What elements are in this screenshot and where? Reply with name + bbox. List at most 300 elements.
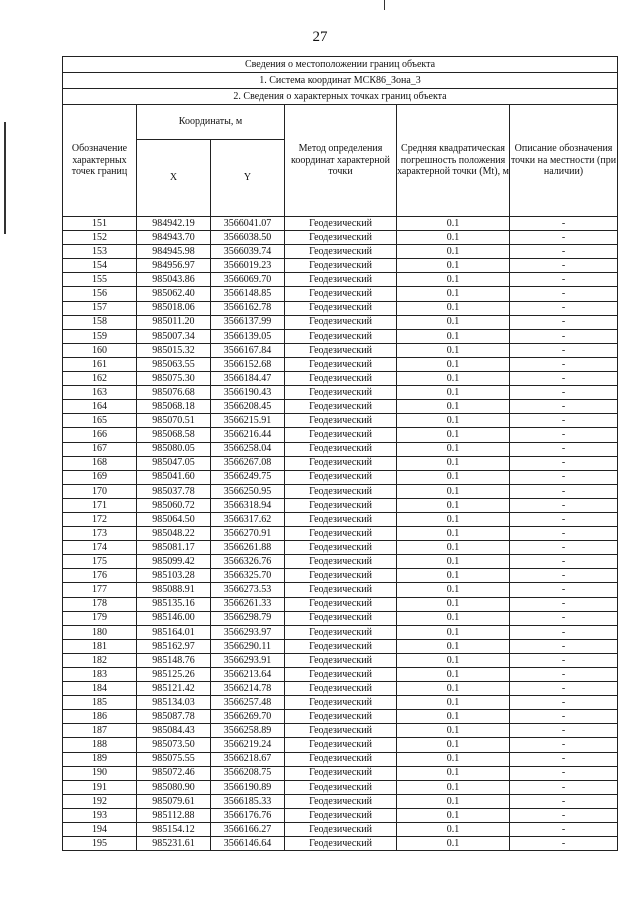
point-number-cell: 187 — [63, 724, 137, 738]
x-coordinate-cell: 985154.12 — [137, 823, 211, 837]
left-margin-mark — [4, 122, 6, 234]
y-coordinate-cell: 3566273.53 — [211, 583, 285, 597]
error-cell: 0.1 — [397, 512, 510, 526]
table-row — [63, 710, 618, 724]
point-number-cell: 189 — [63, 752, 137, 766]
point-number-cell: 192 — [63, 794, 137, 808]
description-cell: - — [510, 752, 618, 766]
x-coordinate-cell: 984956.97 — [137, 259, 211, 273]
point-number-cell: 168 — [63, 456, 137, 470]
method-cell: Геодезический — [285, 808, 397, 822]
point-number-cell: 151 — [63, 217, 137, 231]
point-number-cell: 176 — [63, 569, 137, 583]
method-cell: Геодезический — [285, 752, 397, 766]
method-cell: Геодезический — [285, 738, 397, 752]
method-cell: Геодезический — [285, 386, 397, 400]
description-cell: - — [510, 259, 618, 273]
x-coordinate-cell: 985164.01 — [137, 625, 211, 639]
error-cell: 0.1 — [397, 639, 510, 653]
table-row — [63, 625, 618, 639]
error-cell: 0.1 — [397, 498, 510, 512]
description-cell: - — [510, 442, 618, 456]
description-cell: - — [510, 569, 618, 583]
y-coordinate-cell: 3566208.75 — [211, 766, 285, 780]
y-coordinate-cell: 3566293.97 — [211, 625, 285, 639]
table-row — [63, 231, 618, 245]
header-error: Средняя квадратическая погрешность положения характерной точки (Mt), м — [397, 105, 510, 217]
description-cell: - — [510, 273, 618, 287]
error-cell: 0.1 — [397, 400, 510, 414]
description-cell: - — [510, 217, 618, 231]
table-row — [63, 766, 618, 780]
description-cell: - — [510, 245, 618, 259]
x-coordinate-cell: 985134.03 — [137, 696, 211, 710]
error-cell: 0.1 — [397, 386, 510, 400]
y-coordinate-cell: 3566139.05 — [211, 329, 285, 343]
description-cell: - — [510, 625, 618, 639]
error-cell: 0.1 — [397, 428, 510, 442]
point-number-cell: 180 — [63, 625, 137, 639]
x-coordinate-cell: 985079.61 — [137, 794, 211, 808]
description-cell: - — [510, 470, 618, 484]
point-number-cell: 175 — [63, 555, 137, 569]
description-cell: - — [510, 597, 618, 611]
description-cell: - — [510, 484, 618, 498]
y-coordinate-cell: 3566269.70 — [211, 710, 285, 724]
table-row — [63, 498, 618, 512]
y-coordinate-cell: 3566325.70 — [211, 569, 285, 583]
y-coordinate-cell: 3566190.43 — [211, 386, 285, 400]
point-number-cell: 171 — [63, 498, 137, 512]
method-cell: Геодезический — [285, 625, 397, 639]
description-cell: - — [510, 639, 618, 653]
x-coordinate-cell: 985070.51 — [137, 414, 211, 428]
point-number-cell: 177 — [63, 583, 137, 597]
y-coordinate-cell: 3566326.76 — [211, 555, 285, 569]
table-row — [63, 823, 618, 837]
error-cell: 0.1 — [397, 597, 510, 611]
error-cell: 0.1 — [397, 287, 510, 301]
point-number-cell: 152 — [63, 231, 137, 245]
error-cell: 0.1 — [397, 794, 510, 808]
error-cell: 0.1 — [397, 611, 510, 625]
description-cell: - — [510, 315, 618, 329]
x-coordinate-cell: 985231.61 — [137, 837, 211, 851]
description-cell: - — [510, 710, 618, 724]
table-row — [63, 414, 618, 428]
method-cell: Геодезический — [285, 555, 397, 569]
y-coordinate-cell: 3566258.04 — [211, 442, 285, 456]
y-coordinate-cell: 3566208.45 — [211, 400, 285, 414]
point-number-cell: 160 — [63, 343, 137, 357]
y-coordinate-cell: 3566318.94 — [211, 498, 285, 512]
description-cell: - — [510, 682, 618, 696]
error-cell: 0.1 — [397, 808, 510, 822]
description-cell: - — [510, 498, 618, 512]
method-cell: Геодезический — [285, 639, 397, 653]
description-cell: - — [510, 287, 618, 301]
y-coordinate-cell: 3566137.99 — [211, 315, 285, 329]
x-coordinate-cell: 985121.42 — [137, 682, 211, 696]
table-row — [63, 597, 618, 611]
error-cell: 0.1 — [397, 780, 510, 794]
table-row — [63, 301, 618, 315]
point-number-cell: 179 — [63, 611, 137, 625]
y-coordinate-cell: 3566258.89 — [211, 724, 285, 738]
description-cell: - — [510, 766, 618, 780]
error-cell: 0.1 — [397, 653, 510, 667]
table-row — [63, 372, 618, 386]
error-cell: 0.1 — [397, 273, 510, 287]
header-description: Описание обозначения точки на местности (при наличии) — [510, 105, 618, 217]
y-coordinate-cell: 3566267.08 — [211, 456, 285, 470]
description-cell: - — [510, 653, 618, 667]
table-row — [63, 682, 618, 696]
x-coordinate-cell: 985060.72 — [137, 498, 211, 512]
table-row — [63, 329, 618, 343]
description-cell: - — [510, 329, 618, 343]
method-cell: Геодезический — [285, 484, 397, 498]
x-coordinate-cell: 985076.68 — [137, 386, 211, 400]
y-coordinate-cell: 3566250.95 — [211, 484, 285, 498]
method-cell: Геодезический — [285, 217, 397, 231]
x-coordinate-cell: 985162.97 — [137, 639, 211, 653]
x-coordinate-cell: 985112.88 — [137, 808, 211, 822]
error-cell: 0.1 — [397, 724, 510, 738]
table-row — [63, 527, 618, 541]
point-number-cell: 165 — [63, 414, 137, 428]
point-number-cell: 166 — [63, 428, 137, 442]
y-coordinate-cell: 3566215.91 — [211, 414, 285, 428]
description-cell: - — [510, 231, 618, 245]
table-row — [63, 837, 618, 851]
table-row — [63, 541, 618, 555]
table-row — [63, 724, 618, 738]
y-coordinate-cell: 3566184.47 — [211, 372, 285, 386]
x-coordinate-cell: 984942.19 — [137, 217, 211, 231]
y-coordinate-cell: 3566317.62 — [211, 512, 285, 526]
point-number-cell: 158 — [63, 315, 137, 329]
description-cell: - — [510, 400, 618, 414]
section-title: 2. Сведения о характерных точках границ объекта — [63, 89, 618, 105]
header-point: Обозначение характерных точек границ — [63, 105, 137, 217]
description-cell: - — [510, 738, 618, 752]
description-cell: - — [510, 808, 618, 822]
y-coordinate-cell: 3566249.75 — [211, 470, 285, 484]
x-coordinate-cell: 985088.91 — [137, 583, 211, 597]
description-cell: - — [510, 456, 618, 470]
method-cell: Геодезический — [285, 470, 397, 484]
header-method: Метод определения координат характерной точки — [285, 105, 397, 217]
top-margin-mark — [384, 0, 385, 10]
method-cell: Геодезический — [285, 231, 397, 245]
description-cell: - — [510, 668, 618, 682]
point-number-cell: 182 — [63, 653, 137, 667]
x-coordinate-cell: 985064.50 — [137, 512, 211, 526]
boundary-points-table — [62, 56, 618, 851]
method-cell: Геодезический — [285, 823, 397, 837]
method-cell: Геодезический — [285, 343, 397, 357]
method-cell: Геодезический — [285, 837, 397, 851]
y-coordinate-cell: 3566019.23 — [211, 259, 285, 273]
point-number-cell: 155 — [63, 273, 137, 287]
error-cell: 0.1 — [397, 527, 510, 541]
table-row — [63, 780, 618, 794]
error-cell: 0.1 — [397, 484, 510, 498]
x-coordinate-cell: 985062.40 — [137, 287, 211, 301]
method-cell: Геодезический — [285, 527, 397, 541]
y-coordinate-cell: 3566216.44 — [211, 428, 285, 442]
x-coordinate-cell: 985015.32 — [137, 343, 211, 357]
point-number-cell: 172 — [63, 512, 137, 526]
method-cell: Геодезический — [285, 597, 397, 611]
x-coordinate-cell: 985099.42 — [137, 555, 211, 569]
x-coordinate-cell: 985148.76 — [137, 653, 211, 667]
method-cell: Геодезический — [285, 498, 397, 512]
table-row — [63, 653, 618, 667]
table-row — [63, 357, 618, 371]
description-cell: - — [510, 343, 618, 357]
y-coordinate-cell: 3566257.48 — [211, 696, 285, 710]
description-cell: - — [510, 583, 618, 597]
point-number-cell: 178 — [63, 597, 137, 611]
y-coordinate-cell: 3566219.24 — [211, 738, 285, 752]
x-coordinate-cell: 985084.43 — [137, 724, 211, 738]
point-number-cell: 167 — [63, 442, 137, 456]
x-coordinate-cell: 984943.70 — [137, 231, 211, 245]
y-coordinate-cell: 3566039.74 — [211, 245, 285, 259]
x-coordinate-cell: 985011.20 — [137, 315, 211, 329]
method-cell: Геодезический — [285, 512, 397, 526]
x-coordinate-cell: 985073.50 — [137, 738, 211, 752]
x-coordinate-cell: 985072.46 — [137, 766, 211, 780]
table-row — [63, 343, 618, 357]
x-coordinate-cell: 985063.55 — [137, 357, 211, 371]
table-row — [63, 512, 618, 526]
method-cell: Геодезический — [285, 442, 397, 456]
x-coordinate-cell: 985135.16 — [137, 597, 211, 611]
table-row — [63, 611, 618, 625]
table-row — [63, 386, 618, 400]
method-cell: Геодезический — [285, 329, 397, 343]
method-cell: Геодезический — [285, 724, 397, 738]
y-coordinate-cell: 3566213.64 — [211, 668, 285, 682]
method-cell: Геодезический — [285, 414, 397, 428]
description-cell: - — [510, 414, 618, 428]
error-cell: 0.1 — [397, 583, 510, 597]
table-row — [63, 400, 618, 414]
table-row — [63, 259, 618, 273]
method-cell: Геодезический — [285, 428, 397, 442]
y-coordinate-cell: 3566298.79 — [211, 611, 285, 625]
table-row — [63, 738, 618, 752]
method-cell: Геодезический — [285, 259, 397, 273]
y-coordinate-cell: 3566162.78 — [211, 301, 285, 315]
error-cell: 0.1 — [397, 837, 510, 851]
description-cell: - — [510, 301, 618, 315]
point-number-cell: 191 — [63, 780, 137, 794]
table-row — [63, 696, 618, 710]
table-row — [63, 442, 618, 456]
x-coordinate-cell: 985068.58 — [137, 428, 211, 442]
description-cell: - — [510, 372, 618, 386]
point-number-cell: 154 — [63, 259, 137, 273]
point-number-cell: 163 — [63, 386, 137, 400]
table-row — [63, 794, 618, 808]
error-cell: 0.1 — [397, 315, 510, 329]
error-cell: 0.1 — [397, 357, 510, 371]
point-number-cell: 195 — [63, 837, 137, 851]
point-number-cell: 153 — [63, 245, 137, 259]
x-coordinate-cell: 985103.28 — [137, 569, 211, 583]
page-number: 27 — [312, 29, 328, 45]
method-cell: Геодезический — [285, 653, 397, 667]
point-number-cell: 190 — [63, 766, 137, 780]
x-coordinate-cell: 985080.05 — [137, 442, 211, 456]
y-coordinate-cell: 3566261.88 — [211, 541, 285, 555]
header-x: X — [137, 140, 211, 217]
description-cell: - — [510, 837, 618, 851]
error-cell: 0.1 — [397, 259, 510, 273]
point-number-cell: 174 — [63, 541, 137, 555]
table-row — [63, 668, 618, 682]
method-cell: Геодезический — [285, 611, 397, 625]
description-cell: - — [510, 724, 618, 738]
table-row — [63, 217, 618, 231]
header-y: Y — [211, 140, 285, 217]
error-cell: 0.1 — [397, 470, 510, 484]
method-cell: Геодезический — [285, 766, 397, 780]
point-number-cell: 186 — [63, 710, 137, 724]
error-cell: 0.1 — [397, 696, 510, 710]
point-number-cell: 181 — [63, 639, 137, 653]
table-row — [63, 484, 618, 498]
point-number-cell: 193 — [63, 808, 137, 822]
y-coordinate-cell: 3566146.64 — [211, 837, 285, 851]
point-number-cell: 162 — [63, 372, 137, 386]
x-coordinate-cell: 985125.26 — [137, 668, 211, 682]
x-coordinate-cell: 985043.86 — [137, 273, 211, 287]
y-coordinate-cell: 3566214.78 — [211, 682, 285, 696]
description-cell: - — [510, 555, 618, 569]
method-cell: Геодезический — [285, 372, 397, 386]
table-row — [63, 245, 618, 259]
error-cell: 0.1 — [397, 372, 510, 386]
y-coordinate-cell: 3566041.07 — [211, 217, 285, 231]
y-coordinate-cell: 3566176.76 — [211, 808, 285, 822]
method-cell: Геодезический — [285, 273, 397, 287]
method-cell: Геодезический — [285, 583, 397, 597]
description-cell: - — [510, 527, 618, 541]
table-row — [63, 470, 618, 484]
table-row — [63, 428, 618, 442]
method-cell: Геодезический — [285, 245, 397, 259]
table-row — [63, 273, 618, 287]
method-cell: Геодезический — [285, 569, 397, 583]
error-cell: 0.1 — [397, 710, 510, 724]
error-cell: 0.1 — [397, 217, 510, 231]
x-coordinate-cell: 985018.06 — [137, 301, 211, 315]
error-cell: 0.1 — [397, 541, 510, 555]
method-cell: Геодезический — [285, 287, 397, 301]
x-coordinate-cell: 985007.34 — [137, 329, 211, 343]
error-cell: 0.1 — [397, 442, 510, 456]
error-cell: 0.1 — [397, 752, 510, 766]
error-cell: 0.1 — [397, 668, 510, 682]
method-cell: Геодезический — [285, 301, 397, 315]
table-row — [63, 287, 618, 301]
point-number-cell: 156 — [63, 287, 137, 301]
method-cell: Геодезический — [285, 668, 397, 682]
table-row — [63, 752, 618, 766]
y-coordinate-cell: 3566270.91 — [211, 527, 285, 541]
header-coordinates: Координаты, м — [137, 105, 285, 140]
coordinate-system-title: 1. Система координат МСК86_Зона_3 — [63, 73, 618, 89]
point-number-cell: 159 — [63, 329, 137, 343]
table-row — [63, 639, 618, 653]
description-cell: - — [510, 357, 618, 371]
y-coordinate-cell: 3566038.50 — [211, 231, 285, 245]
table-row — [63, 456, 618, 470]
table-row — [63, 555, 618, 569]
x-coordinate-cell: 985081.17 — [137, 541, 211, 555]
description-cell: - — [510, 780, 618, 794]
point-number-cell: 169 — [63, 470, 137, 484]
table-row — [63, 569, 618, 583]
description-cell: - — [510, 428, 618, 442]
point-number-cell: 170 — [63, 484, 137, 498]
point-number-cell: 183 — [63, 668, 137, 682]
y-coordinate-cell: 3566152.68 — [211, 357, 285, 371]
y-coordinate-cell: 3566261.33 — [211, 597, 285, 611]
method-cell: Геодезический — [285, 696, 397, 710]
description-cell: - — [510, 512, 618, 526]
point-number-cell: 194 — [63, 823, 137, 837]
x-coordinate-cell: 985037.78 — [137, 484, 211, 498]
description-cell: - — [510, 696, 618, 710]
error-cell: 0.1 — [397, 823, 510, 837]
error-cell: 0.1 — [397, 555, 510, 569]
table-row — [63, 808, 618, 822]
method-cell: Геодезический — [285, 682, 397, 696]
error-cell: 0.1 — [397, 231, 510, 245]
error-cell: 0.1 — [397, 625, 510, 639]
y-coordinate-cell: 3566148.85 — [211, 287, 285, 301]
error-cell: 0.1 — [397, 456, 510, 470]
y-coordinate-cell: 3566218.67 — [211, 752, 285, 766]
error-cell: 0.1 — [397, 738, 510, 752]
y-coordinate-cell: 3566293.91 — [211, 653, 285, 667]
description-cell: - — [510, 611, 618, 625]
error-cell: 0.1 — [397, 245, 510, 259]
method-cell: Геодезический — [285, 456, 397, 470]
method-cell: Геодезический — [285, 794, 397, 808]
y-coordinate-cell: 3566167.84 — [211, 343, 285, 357]
y-coordinate-cell: 3566190.89 — [211, 780, 285, 794]
description-cell: - — [510, 386, 618, 400]
error-cell: 0.1 — [397, 329, 510, 343]
error-cell: 0.1 — [397, 569, 510, 583]
point-number-cell: 188 — [63, 738, 137, 752]
x-coordinate-cell: 985075.30 — [137, 372, 211, 386]
x-coordinate-cell: 985068.18 — [137, 400, 211, 414]
point-number-cell: 173 — [63, 527, 137, 541]
table-row — [63, 583, 618, 597]
x-coordinate-cell: 985048.22 — [137, 527, 211, 541]
point-number-cell: 184 — [63, 682, 137, 696]
method-cell: Геодезический — [285, 400, 397, 414]
x-coordinate-cell: 985080.90 — [137, 780, 211, 794]
